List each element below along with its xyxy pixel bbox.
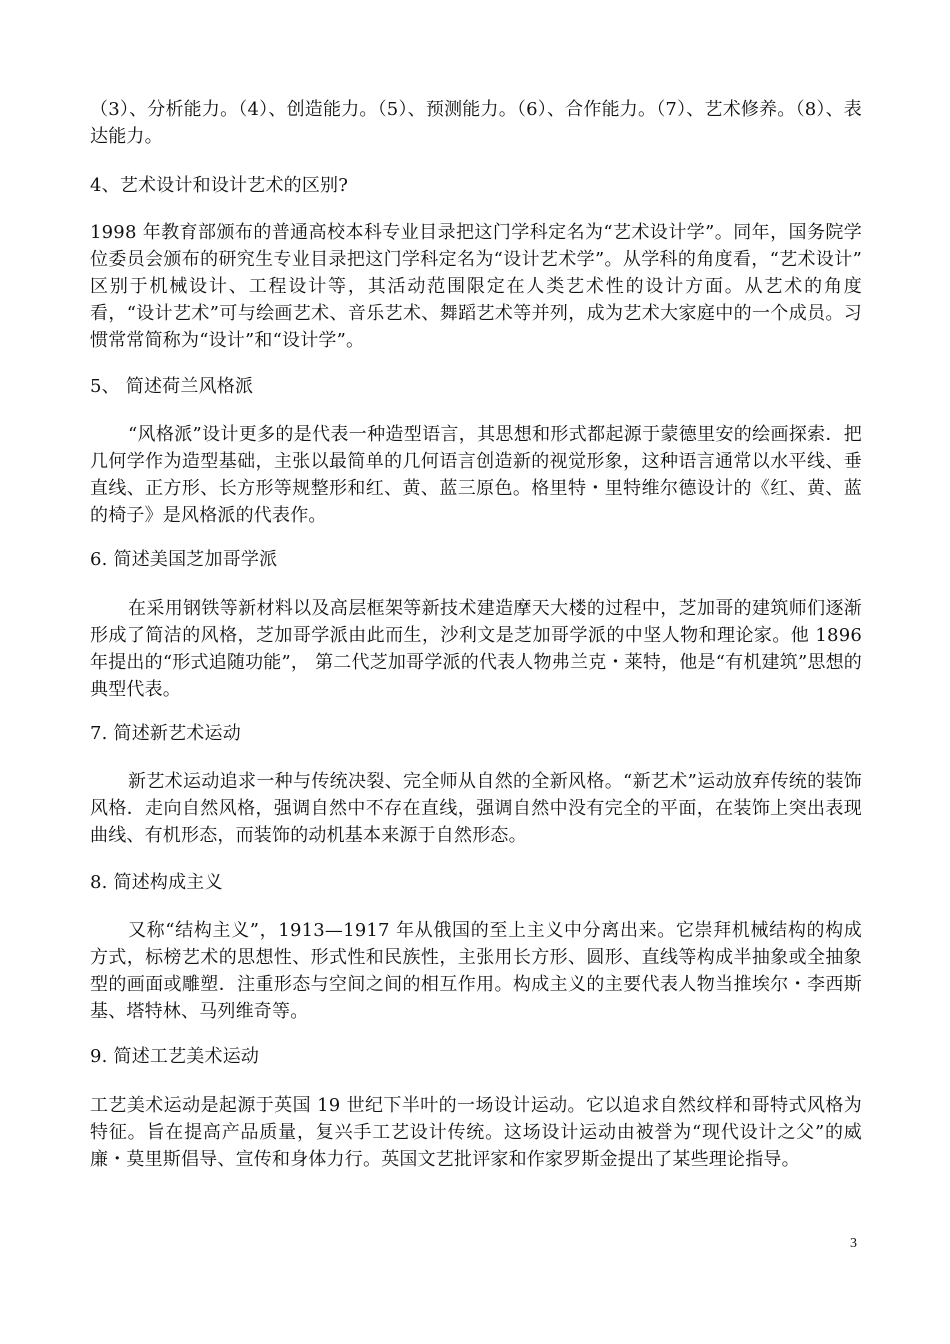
intro-paragraph: （3）、分析能力。（4）、创造能力。（5）、预测能力。（6）、合作能力。（7）、艺术修养。（8）、表达能力。 xyxy=(90,99,862,147)
section-6-heading: 6. 简述美国芝加哥学派 xyxy=(90,549,278,570)
section-9-body: 工艺美术运动是起源于英国 19 世纪下半叶的一场设计运动。它以追求自然纹样和哥特式风格为特征。旨在提高产品质量，复兴手工艺设计传统。这场设计运动由被誉为“现代设计之父”的威廉・莫里斯倡导、宣传和身体力行。英国文艺批评家和作家罗斯金提出了某些理论指导。 xyxy=(90,1095,862,1170)
section-8-heading: 8. 简述构成主义 xyxy=(90,872,223,893)
page-number: 3 xyxy=(850,1236,857,1251)
section-9-heading: 9. 简述工艺美术运动 xyxy=(90,1046,260,1067)
section-6-body: 在采用钢铁等新材料以及高层框架等新技术建造摩天大楼的过程中，芝加哥的建筑师们逐渐形成了简洁的风格，芝加哥学派由此而生，沙利文是芝加哥学派的中坚人物和理论家。他 1896 年提出的“形式追随功能”， 第二代芝加哥学派的代表人物弗兰克・莱特，他是“有机建筑”思想的典型代表。 xyxy=(90,598,862,700)
section-7-body: 新艺术运动追求一种与传统决裂、完全师从自然的全新风格。“新艺术”运动放弃传统的装饰风格．走向自然风格，强调自然中不存在直线，强调自然中没有完全的平面，在装饰上突出表现曲线、有机形态，而装饰的动机基本来源于自然形态。 xyxy=(90,771,862,846)
section-4-body: 1998 年教育部颁布的普通高校本科专业目录把这门学科定名为“艺术设计学”。同年，国务院学位委员会颁布的研究生专业目录把这门学科定名为“设计艺术学”。从学科的角度看，“艺术设计” 区别于机械设计、工程设计等，其活动范围限定在人类艺术性的设计方面。从艺术的角度看，“设计艺术”可与绘画艺术、音乐艺术、舞蹈艺术等并列，成为艺术大家庭中的一个成员。习惯常常简称为“设计”和“设计学”。 xyxy=(90,222,862,351)
section-7-heading: 7. 简述新艺术运动 xyxy=(90,723,241,744)
section-5-heading: 5、 简述荷兰风格派 xyxy=(90,376,254,397)
section-5-body: “风格派”设计更多的是代表一种造型语言，其思想和形式都起源于蒙德里安的绘画探索．把几何学作为造型基础，主张以最简单的几何语言创造新的视觉形象，这种语言通常以水平线、垂直线、正方形、长方形等规整形和红、黄、蓝三原色。格里特・里特维尔德设计的《红、黄、蓝的椅子》是风格派的代表作。 xyxy=(90,424,862,526)
section-4-heading: 4、艺术设计和设计艺术的区别? xyxy=(90,175,349,196)
section-8-body: 又称“结构主义”，1913—1917 年从俄国的至上主义中分离出来。它崇拜机械结构的构成方式，标榜艺术的思想性、形式性和民族性，主张用长方形、圆形、直线等构成半抽象或全抽象型的画面或雕塑．注重形态与空间之间的相互作用。构成主义的主要代表人物当推埃尔・李西斯基、塔特林、马列维奇等。 xyxy=(90,920,862,1022)
